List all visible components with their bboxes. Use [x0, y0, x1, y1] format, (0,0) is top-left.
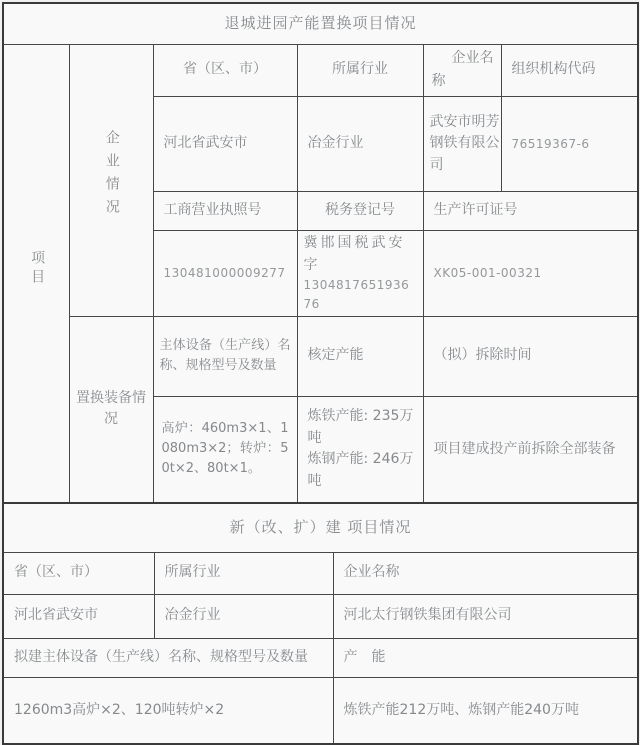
cell-industry: 冶金行业: [297, 97, 423, 192]
header2-capacity: 产 能: [333, 638, 638, 677]
header-tax-registration: 税务登记号: [297, 192, 423, 231]
header-demolition-time: （拟）拆除时间: [423, 316, 638, 396]
section1-title: 退城进园产能置换项目情况: [3, 3, 638, 44]
header-equipment: 主体设备（生产线）名称、规格型号及数量: [153, 316, 297, 396]
enterprise-group-cell: [69, 44, 153, 316]
header-business-license: 工商营业执照号: [153, 192, 297, 231]
header-approved-capacity: 核定产能: [297, 316, 423, 396]
replacement-project-table: [2, 2, 639, 504]
cell-province: 河北省武安市: [153, 97, 297, 192]
project-row-label-cell: [3, 44, 69, 503]
header-company-label: 企业名称: [431, 49, 494, 90]
new-project-table: [2, 502, 639, 745]
steel-capacity: 炼钢产能: 246万吨: [307, 451, 414, 490]
cell2-company: 河北太行钢铁集团有限公司: [333, 594, 638, 638]
header2-equipment: 拟建主体设备（生产线）名称、规格型号及数量: [3, 638, 333, 677]
tax-registration-number: 130481765193676: [303, 278, 410, 312]
cell-production-license: XK05-001-00321: [423, 231, 638, 317]
header-industry: 所属行业: [297, 44, 423, 97]
header2-province: 省（区、市）: [3, 552, 154, 594]
cell-equipment: 高炉：460m3×1、1080m3×2；转炉：50t×2、80t×1。: [153, 396, 297, 503]
section2-title: 新（改、扩）建 项目情况: [3, 503, 638, 552]
enterprise-group-label: 企业情况: [103, 130, 120, 223]
header2-company: 企业名称: [333, 552, 638, 594]
cell-demolition-time: 项目建成投产前拆除全部装备: [423, 396, 638, 503]
cell-company: 武安市明芳钢铁有限公司: [423, 97, 501, 192]
project-label: 项目: [29, 250, 46, 289]
cell2-industry: 冶金行业: [154, 594, 333, 638]
header-production-license: 生产许可证号: [423, 192, 638, 231]
iron-capacity: 炼铁产能: 235万吨: [307, 408, 414, 446]
tax-registration-prefix: 冀邯国税武安字: [303, 235, 406, 273]
cell2-capacity: 炼铁产能212万吨、炼钢产能240万吨: [333, 677, 638, 744]
header-province: 省（区、市）: [153, 44, 297, 97]
replacement-group-cell: [69, 316, 153, 503]
header-org-code: 组织机构代码: [501, 44, 638, 97]
cell2-province: 河北省武安市: [3, 594, 154, 638]
cell-approved-capacity: [297, 396, 423, 503]
header-company: [423, 44, 501, 97]
cell2-equipment: 1260m3高炉×2、120吨转炉×2: [3, 677, 333, 744]
cell-business-license: 130481000009277: [153, 231, 297, 317]
replacement-group-label: 置换装备情况: [76, 389, 146, 428]
header2-industry: 所属行业: [154, 552, 333, 594]
cell-tax-registration: [297, 231, 423, 317]
cell-org-code: 76519367-6: [501, 97, 638, 192]
